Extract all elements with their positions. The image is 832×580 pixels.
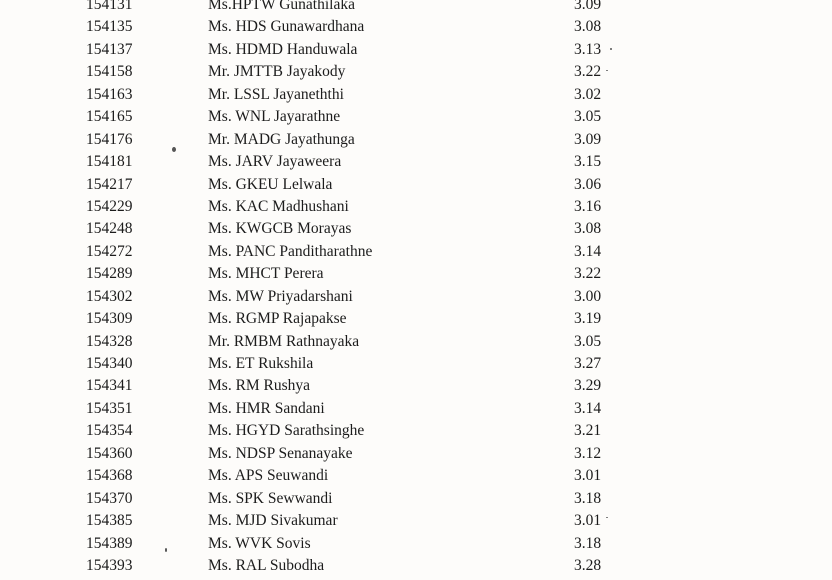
table-row (0, 398, 832, 420)
student-name: Ms. NDSP Senanayake (208, 444, 353, 462)
table-row (0, 151, 832, 173)
gpa-value: 3.18 (574, 489, 602, 507)
index-number: 154302 (86, 287, 133, 305)
gpa-value: 3.19 (574, 310, 602, 328)
gpa-value: 3.14 (574, 399, 602, 417)
student-name: Ms. MJD Sivakumar (208, 512, 338, 530)
student-name: Ms. RM Rushya (208, 377, 311, 395)
gpa-value: 3.18 (574, 534, 602, 552)
student-name: Ms. HMR Sandani (208, 399, 325, 417)
gpa-value: 3.01 (574, 512, 602, 530)
table-row (0, 196, 832, 218)
student-name: Ms. MHCT Perera (208, 265, 324, 283)
gpa-value: 3.22 (574, 63, 602, 81)
index-number: 154131 (86, 0, 133, 13)
table-row (0, 263, 832, 285)
table-row (0, 375, 832, 397)
student-name: Ms. APS Seuwandi (208, 467, 329, 485)
student-name: Ms. SPK Sewwandi (208, 489, 333, 507)
index-number: 154163 (86, 85, 133, 103)
index-number: 154393 (86, 556, 133, 574)
gpa-value: 3.05 (574, 332, 602, 350)
scan-speck (172, 147, 176, 152)
gpa-value: 3.16 (574, 197, 602, 215)
index-number: 154368 (86, 467, 133, 485)
student-name: Mr. JMTTB Jayakody (208, 63, 346, 81)
scan-speck (165, 548, 167, 552)
student-name: Ms. JARV Jayaweera (208, 153, 342, 171)
student-name: Ms.HPTW Gunathilaka (208, 0, 355, 13)
gpa-value: 3.27 (574, 355, 602, 372)
table-row (0, 218, 832, 240)
table-row (0, 129, 832, 151)
table-row (0, 106, 832, 128)
table-row (0, 488, 832, 510)
index-number: 154217 (86, 175, 133, 193)
table-row (0, 353, 832, 375)
index-number: 154165 (86, 108, 133, 126)
table-row (0, 174, 832, 196)
student-name: Ms. ET Rukshila (208, 355, 314, 372)
table-row (0, 510, 832, 532)
gpa-value: 3.28 (574, 556, 602, 574)
index-number: 154272 (86, 242, 133, 260)
index-number: 154385 (86, 512, 133, 530)
table-row (0, 84, 832, 106)
index-number: 154135 (86, 18, 133, 36)
scan-speck (606, 517, 608, 518)
index-number: 154137 (86, 40, 133, 58)
student-name: Ms. RGMP Rajapakse (208, 310, 347, 328)
index-number: 154328 (86, 332, 133, 350)
table-row (0, 465, 832, 487)
gpa-value: 3.12 (574, 444, 602, 462)
table-row (0, 61, 832, 83)
table-row (0, 241, 832, 263)
gpa-value: 3.15 (574, 153, 602, 171)
index-number: 154248 (86, 220, 133, 238)
table-row (0, 16, 832, 38)
student-name: Mr. MADG Jayathunga (208, 130, 355, 148)
index-number: 154341 (86, 377, 133, 395)
table-row (0, 533, 832, 555)
student-name: Ms. RAL Subodha (208, 556, 325, 574)
gpa-value: 3.05 (574, 108, 602, 126)
index-number: 154176 (86, 130, 133, 148)
index-number: 154181 (86, 153, 133, 171)
student-name: Ms. MW Priyadarshani (208, 287, 353, 305)
gpa-value: 3.02 (574, 85, 602, 103)
gpa-value: 3.06 (574, 175, 602, 193)
gpa-value: 3.21 (574, 422, 602, 440)
index-number: 154229 (86, 197, 133, 215)
student-name: Ms. WVK Sovis (208, 534, 311, 552)
student-name: Ms. PANC Panditharathne (208, 242, 373, 260)
index-number: 154309 (86, 310, 133, 328)
index-number: 154389 (86, 534, 133, 552)
student-name: Ms. KWGCB Morayas (208, 220, 352, 238)
table-row (0, 420, 832, 442)
index-number: 154351 (86, 399, 133, 417)
gpa-value: 3.22 (574, 265, 602, 283)
table-row (0, 0, 832, 16)
table-row (0, 39, 832, 61)
gpa-value: 3.09 (574, 0, 602, 13)
index-number: 154340 (86, 355, 133, 372)
student-name: Ms. KAC Madhushani (208, 197, 349, 215)
scan-speck (606, 70, 608, 71)
index-number: 154354 (86, 422, 133, 440)
table-row (0, 286, 832, 308)
gpa-value: 3.09 (574, 130, 602, 148)
gpa-value: 3.29 (574, 377, 602, 395)
gpa-value: 3.08 (574, 220, 602, 238)
table-row (0, 331, 832, 353)
gpa-value: 3.01 (574, 467, 602, 485)
student-name: Mr. RMBM Rathnayaka (208, 332, 360, 350)
student-name: Ms. WNL Jayarathne (208, 108, 341, 126)
student-name: Ms. GKEU Lelwala (208, 175, 333, 193)
student-name: Ms. HDMD Handuwala (208, 40, 358, 58)
index-number: 154360 (86, 444, 133, 462)
gpa-value: 3.14 (574, 242, 602, 260)
gpa-value: 3.00 (574, 287, 602, 305)
scan-speck (610, 48, 612, 50)
index-number: 154370 (86, 489, 133, 507)
table-row (0, 443, 832, 465)
gpa-value: 3.08 (574, 18, 602, 36)
student-name: Ms. HDS Gunawardhana (208, 18, 365, 36)
gpa-value: 3.13 (574, 40, 602, 58)
student-name: Mr. LSSL Jayaneththi (208, 85, 344, 103)
index-number: 154158 (86, 63, 133, 81)
student-name: Ms. HGYD Sarathsinghe (208, 422, 365, 440)
table-row (0, 555, 832, 577)
index-number: 154289 (86, 265, 133, 283)
table-row (0, 308, 832, 330)
